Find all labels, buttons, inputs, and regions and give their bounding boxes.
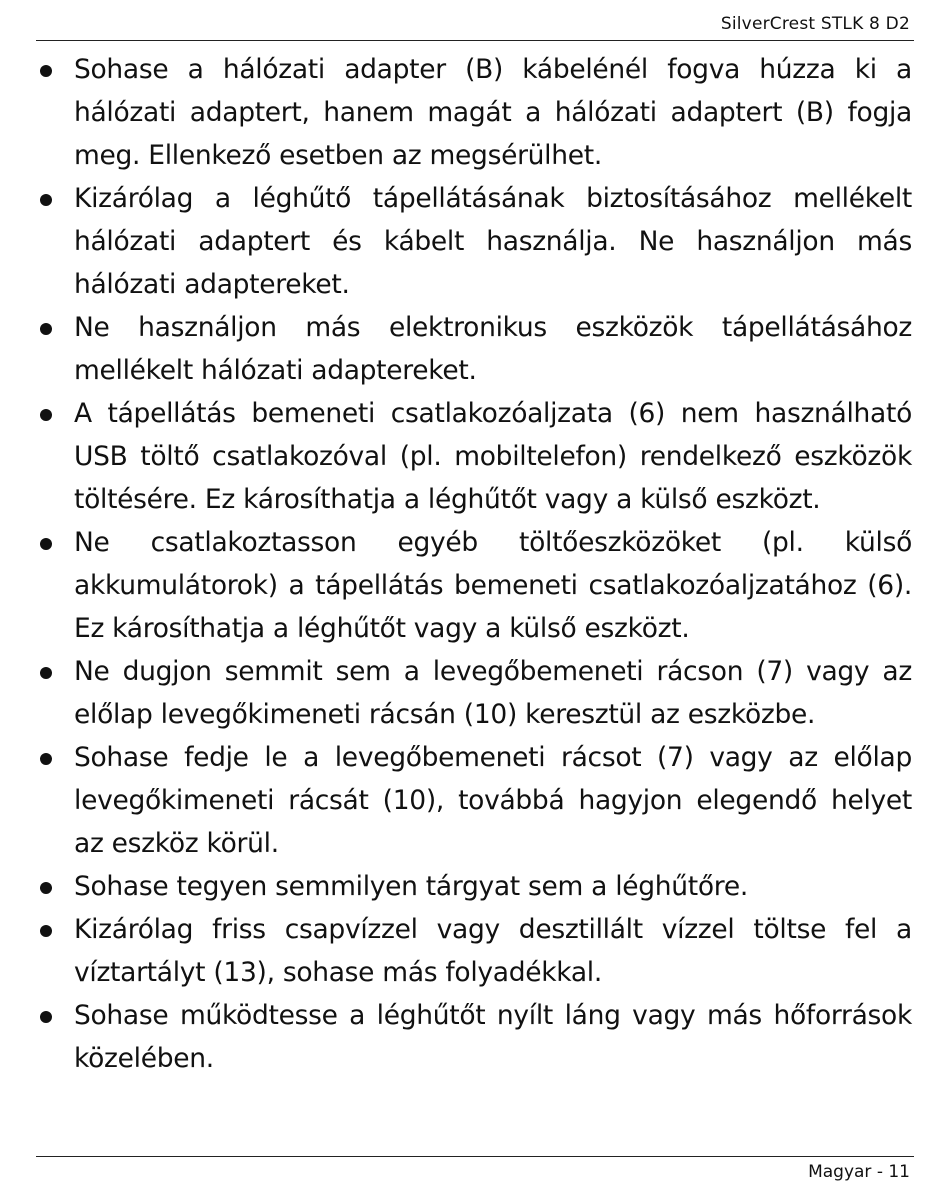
page-footer [36, 1156, 914, 1187]
bullet-icon [40, 925, 52, 937]
list-item [36, 736, 912, 865]
bullet-icon [40, 753, 52, 765]
list-item-text: Kizárólag friss csapvízzel vagy desztillált vízzel töltse fel a víztartályt (13), sohase más folyadékkal. [74, 914, 912, 988]
list-item-text: Sohase működtesse a léghűtőt nyílt láng vagy más hőforrások közelében. [74, 1000, 912, 1074]
page-number: Magyar - 11 [808, 1162, 910, 1182]
product-model: SilverCrest STLK 8 D2 [720, 14, 910, 34]
list-item-text: Kizárólag a léghűtő tápellátásának biztosításához mellékelt hálózati adaptert és kábelt használja. Ne használjon más hálózati adaptereket. [74, 183, 912, 300]
list-item [36, 306, 912, 392]
bullet-icon [40, 65, 52, 77]
list-item [36, 521, 912, 650]
list-item-text: Sohase a hálózati adapter (B) kábelénél fogva húzza ki a hálózati adaptert, hanem magát a hálózati adaptert (B) fogja meg. Ellenkező esetben az megsérülhet. [74, 54, 912, 171]
list-item [36, 48, 912, 177]
list-item [36, 865, 912, 908]
list-item-text: Sohase tegyen semmilyen tárgyat sem a léghűtőre. [74, 871, 748, 902]
bullet-icon [40, 323, 52, 335]
bullet-icon [40, 538, 52, 550]
list-item-text: Ne használjon más elektronikus eszközök tápellátásához mellékelt hálózati adaptereket. [74, 312, 912, 386]
bullet-list [36, 48, 912, 1080]
list-item-text: Ne csatlakoztasson egyéb töltőeszközöket (pl. külső akkumulátorok) a tápellátás bemeneti csatlakozóaljzatához (6). Ez károsíthatja a léghűtőt vagy a külső eszközt. [74, 527, 912, 644]
list-item-text: Ne dugjon semmit sem a levegőbemeneti rácson (7) vagy az előlap levegőkimeneti rácsán (10) keresztül az eszközbe. [74, 656, 912, 730]
list-item [36, 177, 912, 306]
safety-instructions [36, 48, 912, 1080]
list-item [36, 994, 912, 1080]
bullet-icon [40, 194, 52, 206]
bullet-icon [40, 882, 52, 894]
list-item [36, 650, 912, 736]
bullet-icon [40, 1011, 52, 1023]
list-item [36, 392, 912, 521]
list-item-text: A tápellátás bemeneti csatlakozóaljzata (6) nem használható USB töltő csatlakozóval (pl. mobiltelefon) rendelkező eszközök töltésére. Ez károsíthatja a léghűtőt vagy a külső eszközt. [74, 398, 912, 515]
bullet-icon [40, 667, 52, 679]
list-item [36, 908, 912, 994]
list-item-text: Sohase fedje le a levegőbemeneti rácsot (7) vagy az előlap levegőkimeneti rácsát (10), továbbá hagyjon elegendő helyet az eszköz körül. [74, 742, 912, 859]
bullet-icon [40, 409, 52, 421]
page-header [36, 10, 914, 41]
